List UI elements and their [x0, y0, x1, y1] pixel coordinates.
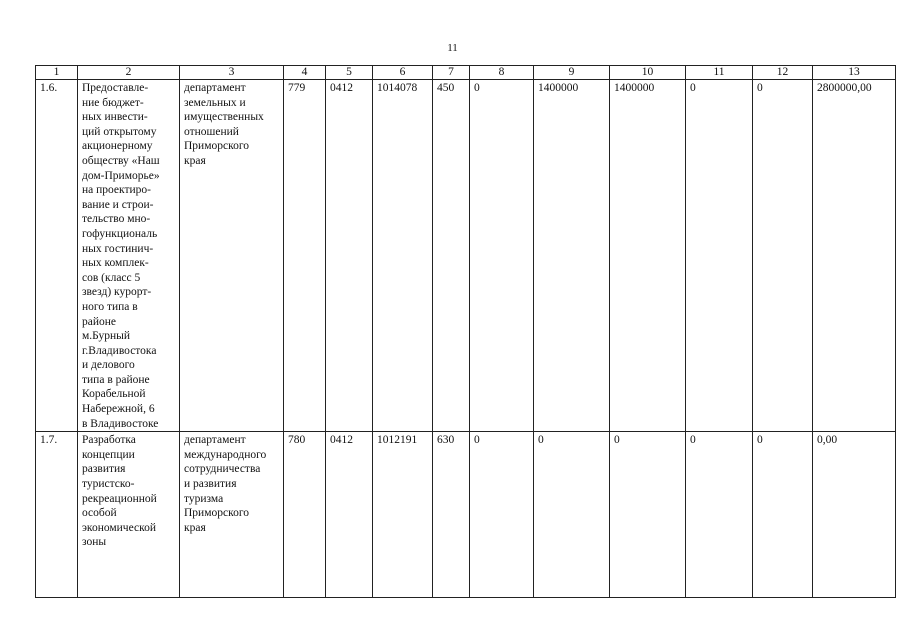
column-header: 6 — [373, 66, 433, 80]
column-header: 13 — [813, 66, 896, 80]
column-header: 1 — [36, 66, 78, 80]
row-number: 1.7. — [36, 432, 78, 598]
cell-col-5: 0412 — [326, 432, 373, 598]
executor: департамент международного сотрудничества и развития туризма Приморского края — [180, 432, 284, 598]
column-header: 3 — [180, 66, 284, 80]
column-header: 7 — [433, 66, 470, 80]
cell-col-9: 1400000 — [534, 80, 610, 432]
table-row — [36, 432, 896, 598]
cell-col-12: 0 — [753, 80, 813, 432]
budget-table — [35, 65, 896, 598]
cell-col-8: 0 — [470, 432, 534, 598]
cell-col-13-total: 0,00 — [813, 432, 896, 598]
column-header: 12 — [753, 66, 813, 80]
cell-col-11: 0 — [686, 432, 753, 598]
column-header: 2 — [78, 66, 180, 80]
column-header: 11 — [686, 66, 753, 80]
activity-name: Предоставле- ние бюджет- ных инвести- ций открытому акционерному обществу «Наш дом-Приморье» на проектиро- вание и строи- тельство мно- гофункциональ ных гостинич- ных комплек- сов (класс 5 звезд) курорт- ного типа в районе м.Бурный г.Владивостока и делового типа в районе Корабельной Набережной, 6 в Владивостоке — [78, 80, 180, 432]
table-row — [36, 80, 896, 432]
executor: департамент земельных и имущественных отношений Приморского края — [180, 80, 284, 432]
cell-col-4: 779 — [284, 80, 326, 432]
cell-col-10: 0 — [610, 432, 686, 598]
cell-col-11: 0 — [686, 80, 753, 432]
column-header: 8 — [470, 66, 534, 80]
column-header: 9 — [534, 66, 610, 80]
cell-col-8: 0 — [470, 80, 534, 432]
cell-col-10: 1400000 — [610, 80, 686, 432]
cell-col-4: 780 — [284, 432, 326, 598]
cell-col-12: 0 — [753, 432, 813, 598]
cell-col-7: 630 — [433, 432, 470, 598]
page-number: 11 — [447, 42, 458, 54]
cell-col-6: 1012191 — [373, 432, 433, 598]
column-header: 5 — [326, 66, 373, 80]
cell-col-7: 450 — [433, 80, 470, 432]
column-header: 4 — [284, 66, 326, 80]
cell-col-9: 0 — [534, 432, 610, 598]
column-header: 10 — [610, 66, 686, 80]
activity-name: Разработка концепции развития туристско- рекреационной особой экономической зоны — [78, 432, 180, 598]
column-number-row — [36, 66, 896, 80]
cell-col-6: 1014078 — [373, 80, 433, 432]
row-number: 1.6. — [36, 80, 78, 432]
cell-col-5: 0412 — [326, 80, 373, 432]
cell-col-13-total: 2800000,00 — [813, 80, 896, 432]
